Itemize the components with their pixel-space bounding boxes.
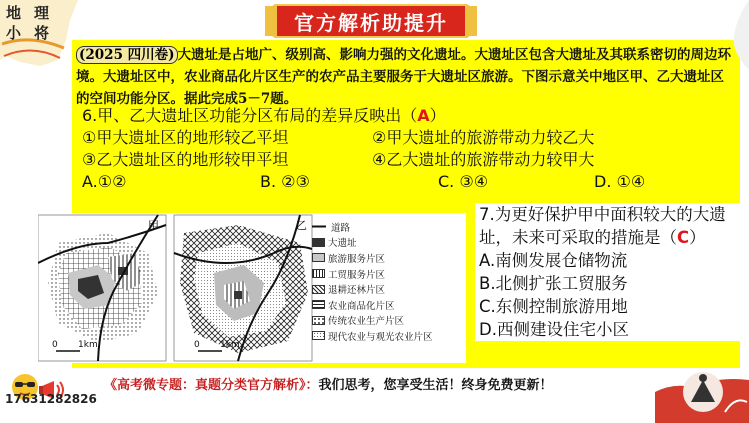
legend-item <box>312 328 433 344</box>
scale-zero: 0 <box>194 340 200 350</box>
q7-stem-close: ） <box>689 228 706 247</box>
logo-char: 地 <box>6 4 22 22</box>
legend-item <box>312 219 433 235</box>
title-banner <box>271 4 471 38</box>
legend-swatch <box>312 238 325 247</box>
road-line-icon <box>312 222 328 231</box>
q6-choice: D. ①④ <box>594 172 646 191</box>
promo-text <box>104 374 553 393</box>
scale-unit: 1km <box>78 340 98 350</box>
scale-zero: 0 <box>52 340 58 350</box>
q6-choice: C. ③④ <box>438 172 489 191</box>
q7-answer: C <box>677 228 690 247</box>
q6-option: ③乙大遗址区的地形较甲平坦 <box>82 150 289 169</box>
page-title: 官方解析助提升 <box>294 10 448 35</box>
legend-label: 道路 <box>331 222 351 234</box>
q6-option: ④乙大遗址的旅游带动力较甲大 <box>372 150 595 169</box>
logo <box>0 0 78 60</box>
map-legend <box>312 219 433 344</box>
q6-choice: A.①② <box>82 172 127 191</box>
q7-option: A.南侧发展仓储物流 <box>479 251 628 270</box>
legend-label: 退耕还林片区 <box>328 285 386 297</box>
q6-stem-close: ） <box>429 106 446 125</box>
legend-swatch <box>312 269 325 278</box>
q7-stem <box>479 203 736 249</box>
promo-title: 《高考微专题：真题分类官方解析》： <box>104 378 319 393</box>
map-yi-label: 乙 <box>296 219 307 232</box>
phone-number: 17631282826 <box>5 392 97 406</box>
q6-options-row-2 <box>82 149 662 171</box>
logo-char: 将 <box>34 24 50 42</box>
legend-swatch <box>312 316 325 325</box>
map-jia-label: 甲 <box>148 219 159 232</box>
legend-swatch <box>312 331 325 340</box>
legend-swatch <box>312 285 325 294</box>
q7-option: D.西侧建设住宅小区 <box>479 320 629 339</box>
legend-label: 旅游服务片区 <box>328 253 386 265</box>
q6-answer: A <box>417 106 430 125</box>
q6-options-row-1 <box>82 127 662 149</box>
source-tag: (2025 四川卷) <box>76 46 178 64</box>
q6-choice: B. ②③ <box>260 172 310 191</box>
promo-slogan: 我们思考，您享受生活！终身免费更新！ <box>318 378 553 393</box>
question-7 <box>475 203 740 341</box>
question-6 <box>82 105 662 193</box>
legend-label: 工贸服务片区 <box>328 269 386 281</box>
rider-illustration-icon <box>655 352 749 423</box>
q7-option: B.北侧扩张工贸服务 <box>479 274 628 293</box>
q7-option: C.东侧控制旅游用地 <box>479 297 628 316</box>
q7-stem-text: 7.为更好保护甲中面积较大的大遗址，未来可采取的措施是（ <box>479 205 726 247</box>
q6-stem <box>82 105 662 127</box>
dayizhi-yi <box>234 291 242 299</box>
banner-deco <box>465 6 477 36</box>
legend-label: 传统农业生产片区 <box>328 316 405 328</box>
legend-item <box>312 250 433 266</box>
q6-option: ②甲大遗址的旅游带动力较乙大 <box>372 128 595 147</box>
scale-unit: 1km <box>220 340 240 350</box>
q6-stem-text: 6.甲、乙大遗址区功能分区布局的差异反映出（ <box>82 106 418 125</box>
legend-item <box>312 313 433 329</box>
legend-item <box>312 235 433 251</box>
logo-char: 小 <box>6 24 22 42</box>
intro-text: 大遗址是占地广、级别高、影响力强的文化遗址。大遗址区包含大遗址及其联系密切的周边环境。大遗址区中，农业商品化片区生产的农产品主要服务于大遗址区旅游。下图示意关中地区甲、乙大遗址区的空间功能分区。据此完成5－7题。 <box>76 47 732 107</box>
logo-char: 理 <box>34 4 50 22</box>
legend-item <box>312 266 433 282</box>
legend-swatch <box>312 253 325 262</box>
legend-item <box>312 281 433 297</box>
corner-decoration-icon <box>699 0 749 70</box>
intro-paragraph <box>76 44 736 110</box>
banner-deco <box>265 6 277 36</box>
q6-choices <box>82 171 662 193</box>
legend-label: 农业商品化片区 <box>328 300 395 312</box>
q6-option: ①甲大遗址区的地形较乙平坦 <box>82 128 289 147</box>
legend-label: 大遗址 <box>328 238 357 250</box>
legend-label: 现代农业与观光农业片区 <box>328 331 433 343</box>
legend-swatch <box>312 300 325 309</box>
legend-item <box>312 297 433 313</box>
